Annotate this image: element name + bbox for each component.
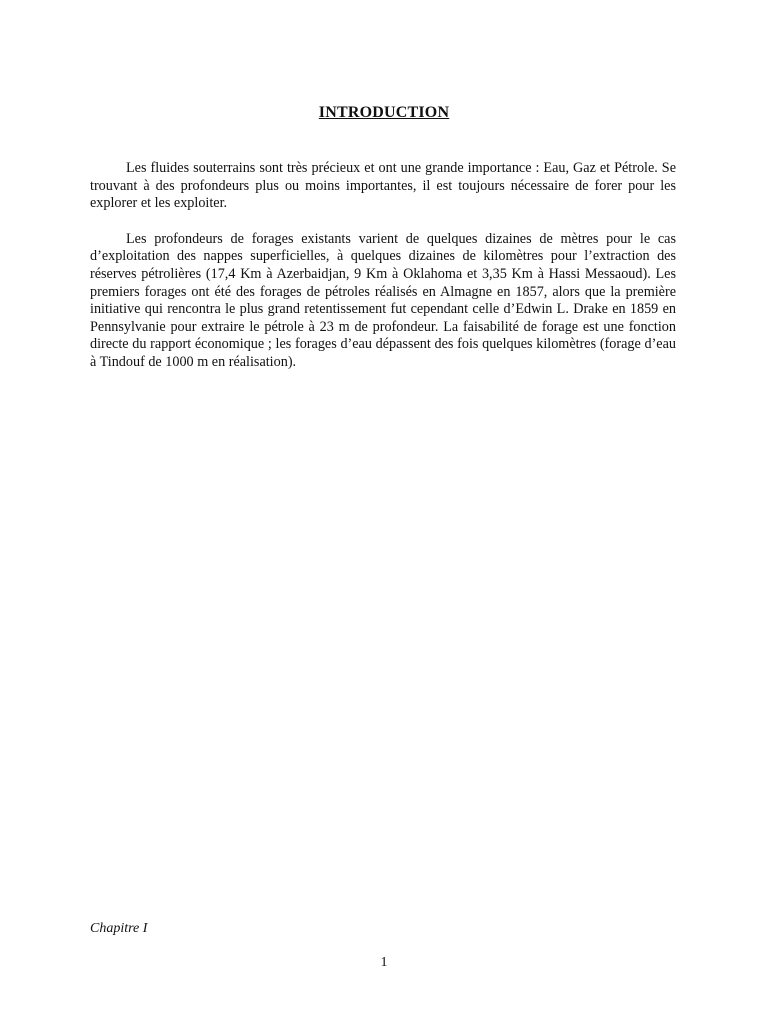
page-number: 1 bbox=[380, 955, 388, 970]
body-text bbox=[90, 160, 676, 390]
footer-chapter-label: Chapitre I bbox=[90, 921, 148, 936]
page-title: INTRODUCTION bbox=[318, 104, 450, 121]
paragraph-1: Les fluides souterrains sont très précieux et ont une grande importance : Eau, Gaz et Pétrole. Se trouvant à des profondeurs plus ou moins importantes, il est toujours nécessaire de forer pour les explorer et les exploiter. bbox=[90, 160, 676, 212]
paragraph-2: Les profondeurs de forages existants varient de quelques dizaines de mètres pour le cas d’exploitation des nappes superficielles, à quelques dizaines de kilomètres pour l’extraction des réserves pétrolières (17,4 Km à Azerbaidjan, 9 Km à Oklahoma et 3,35 Km à Hassi Messaoud). Les premiers forages ont été des forages de pétroles réalisés en Almagne en 1857, alors que la première initiative qui rencontra le plus grand retentissement fut cependant celle d’Edwin L. Drake en 1859 en Pennsylvanie pour extraire le pétrole à 23 m de profondeur. La faisabilité de forage est une fonction directe du rapport économique ; les forages d’eau dépassent des fois quelques kilomètres (forage d’eau à Tindouf de 1000 m en réalisation). bbox=[90, 230, 676, 370]
